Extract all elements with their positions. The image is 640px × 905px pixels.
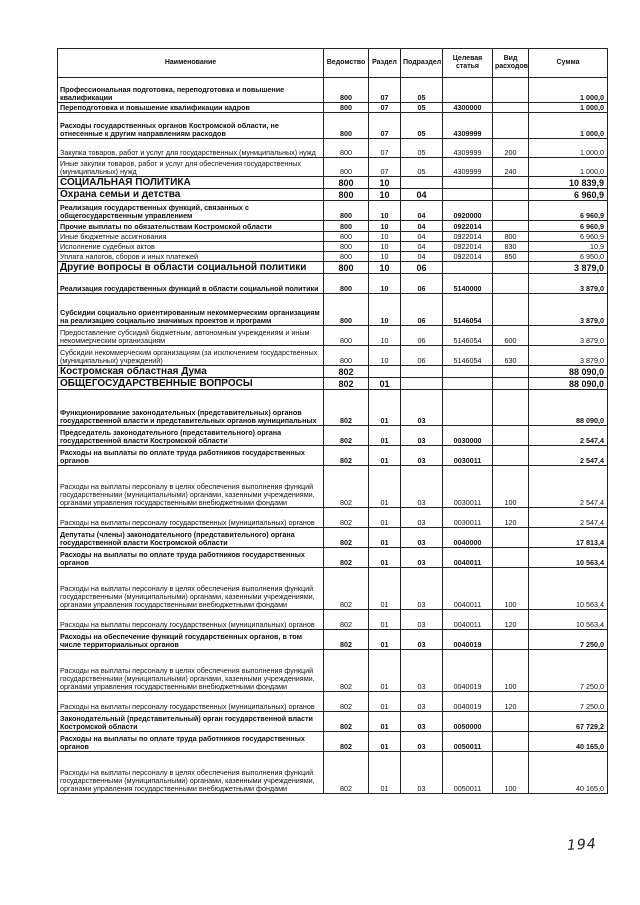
cell-exp — [493, 712, 529, 732]
cell-name: Прочие выплаты по обязательствам Костромской области — [58, 221, 324, 232]
cell-subsection: 03 — [401, 752, 443, 794]
cell-name: Расходы на выплаты персоналу государственных (муниципальных) органов — [58, 692, 324, 712]
cell-section: 01 — [369, 508, 401, 528]
cell-subsection: 03 — [401, 650, 443, 692]
cell-dept: 802 — [324, 568, 369, 610]
cell-exp: 240 — [493, 158, 529, 177]
cell-sum: 3 879,0 — [529, 294, 608, 326]
cell-name: Закупка товаров, работ и услуг для государственных (муниципальных) нужд — [58, 139, 324, 158]
cell-target: 4309999 — [443, 113, 493, 139]
header-target: Целевая статья — [443, 49, 493, 78]
cell-dept: 800 — [324, 232, 369, 242]
table-row — [58, 221, 608, 232]
cell-dept: 800 — [324, 189, 369, 201]
cell-section: 01 — [369, 692, 401, 712]
cell-sum: 10 563,4 — [529, 548, 608, 568]
cell-sum: 3 879,0 — [529, 262, 608, 274]
cell-exp: 120 — [493, 508, 529, 528]
cell-dept: 800 — [324, 274, 369, 294]
cell-exp — [493, 177, 529, 189]
table-row — [58, 650, 608, 692]
cell-name: СОЦИАЛЬНАЯ ПОЛИТИКА — [58, 177, 324, 189]
cell-subsection: 06 — [401, 294, 443, 326]
cell-dept: 802 — [324, 712, 369, 732]
cell-sum: 10 563,4 — [529, 568, 608, 610]
cell-section: 01 — [369, 378, 401, 390]
cell-subsection: 06 — [401, 326, 443, 346]
cell-target: 0040011 — [443, 568, 493, 610]
cell-sum: 2 547,4 — [529, 446, 608, 466]
cell-target — [443, 78, 493, 103]
cell-section: 01 — [369, 650, 401, 692]
cell-dept: 802 — [324, 466, 369, 508]
cell-target — [443, 177, 493, 189]
cell-exp — [493, 378, 529, 390]
cell-target: 0922014 — [443, 232, 493, 242]
cell-exp — [493, 548, 529, 568]
cell-section: 07 — [369, 113, 401, 139]
cell-sum: 6 950,0 — [529, 252, 608, 262]
table-row — [58, 346, 608, 366]
cell-subsection: 04 — [401, 232, 443, 242]
cell-subsection: 05 — [401, 103, 443, 113]
cell-name: Исполнение судебных актов — [58, 242, 324, 252]
cell-sum: 1 000,0 — [529, 158, 608, 177]
cell-exp: 100 — [493, 568, 529, 610]
cell-target: 5146054 — [443, 346, 493, 366]
cell-target: 0040019 — [443, 692, 493, 712]
cell-subsection: 05 — [401, 113, 443, 139]
cell-section: 01 — [369, 610, 401, 630]
cell-dept: 802 — [324, 508, 369, 528]
cell-dept: 802 — [324, 650, 369, 692]
cell-sum: 7 250,0 — [529, 692, 608, 712]
cell-dept: 800 — [324, 177, 369, 189]
cell-dept: 802 — [324, 426, 369, 446]
cell-sum: 40 165,0 — [529, 752, 608, 794]
cell-sum: 1 000,0 — [529, 78, 608, 103]
cell-exp — [493, 426, 529, 446]
cell-subsection: 03 — [401, 390, 443, 426]
cell-section: 07 — [369, 139, 401, 158]
cell-target: 0030011 — [443, 508, 493, 528]
cell-dept: 802 — [324, 548, 369, 568]
cell-sum: 3 879,0 — [529, 274, 608, 294]
header-section: Раздел — [369, 49, 401, 78]
table-row — [58, 232, 608, 242]
cell-section: 01 — [369, 752, 401, 794]
cell-exp — [493, 78, 529, 103]
cell-target: 0030011 — [443, 466, 493, 508]
cell-name: Расходы на выплаты персоналу в целях обеспечения выполнения функций государственными (муниципальными) органами, казенными учреждениями, органами управления государственными внебюджетными фондами — [58, 466, 324, 508]
cell-section: 10 — [369, 252, 401, 262]
table-row — [58, 201, 608, 221]
cell-sum: 2 547,4 — [529, 426, 608, 446]
table-row — [58, 528, 608, 548]
cell-dept: 800 — [324, 139, 369, 158]
cell-name: Функционирование законодательных (представительных) органов государственной власти и представительных органов муниципальных — [58, 390, 324, 426]
header-subsection: Подраздел — [401, 49, 443, 78]
cell-target — [443, 390, 493, 426]
cell-sum: 10,9 — [529, 242, 608, 252]
cell-sum: 6 960,9 — [529, 221, 608, 232]
cell-dept: 800 — [324, 78, 369, 103]
cell-subsection: 03 — [401, 466, 443, 508]
cell-subsection: 03 — [401, 630, 443, 650]
cell-dept: 800 — [324, 242, 369, 252]
table-row — [58, 692, 608, 712]
table-row — [58, 366, 608, 378]
cell-name: ОБЩЕГОСУДАРСТВЕННЫЕ ВОПРОСЫ — [58, 378, 324, 390]
cell-sum: 40 165,0 — [529, 732, 608, 752]
cell-name: Иные закупки товаров, работ и услуг для обеспечения государственных (муниципальных) нужд — [58, 158, 324, 177]
cell-target: 0922014 — [443, 221, 493, 232]
cell-section: 01 — [369, 732, 401, 752]
cell-exp: 120 — [493, 692, 529, 712]
cell-target: 5146054 — [443, 294, 493, 326]
cell-exp — [493, 274, 529, 294]
cell-dept: 800 — [324, 294, 369, 326]
cell-sum: 7 250,0 — [529, 650, 608, 692]
cell-subsection: 03 — [401, 508, 443, 528]
cell-name: Костромская областная Дума — [58, 366, 324, 378]
cell-subsection: 05 — [401, 78, 443, 103]
cell-sum: 2 547,4 — [529, 466, 608, 508]
page-number: 194 — [566, 835, 598, 855]
cell-target: 4309999 — [443, 158, 493, 177]
budget-table — [57, 48, 608, 794]
cell-sum: 7 250,0 — [529, 630, 608, 650]
cell-sum: 3 879,0 — [529, 346, 608, 366]
cell-name: Расходы на выплаты персоналу государственных (муниципальных) органов — [58, 508, 324, 528]
cell-section: 07 — [369, 103, 401, 113]
table-row — [58, 139, 608, 158]
cell-dept: 802 — [324, 610, 369, 630]
cell-name: Расходы на выплаты персоналу в целях обеспечения выполнения функций государственными (муниципальными) органами, казенными учреждениями, органами управления государственными внебюджетными фондами — [58, 650, 324, 692]
cell-exp: 850 — [493, 252, 529, 262]
cell-exp — [493, 366, 529, 378]
cell-section: 10 — [369, 294, 401, 326]
cell-sum: 1 000,0 — [529, 113, 608, 139]
cell-section: 10 — [369, 326, 401, 346]
table-row — [58, 712, 608, 732]
cell-target — [443, 378, 493, 390]
table-row — [58, 378, 608, 390]
cell-exp — [493, 201, 529, 221]
table-row — [58, 326, 608, 346]
cell-section: 10 — [369, 221, 401, 232]
cell-exp — [493, 103, 529, 113]
cell-dept: 800 — [324, 158, 369, 177]
cell-exp: 600 — [493, 326, 529, 346]
table-row — [58, 508, 608, 528]
cell-subsection: 03 — [401, 568, 443, 610]
cell-name: Другие вопросы в области социальной политики — [58, 262, 324, 274]
cell-section: 01 — [369, 630, 401, 650]
cell-target: 5140000 — [443, 274, 493, 294]
cell-subsection: 03 — [401, 528, 443, 548]
cell-sum: 88 090,0 — [529, 390, 608, 426]
cell-section: 10 — [369, 201, 401, 221]
cell-sum: 1 000,0 — [529, 103, 608, 113]
cell-exp — [493, 390, 529, 426]
cell-section: 01 — [369, 466, 401, 508]
cell-dept: 802 — [324, 692, 369, 712]
cell-name: Расходы на обеспечение функций государственных органов, в том числе территориальных органов — [58, 630, 324, 650]
cell-name: Субсидии некоммерческим организациям (за исключением государственных (муниципальных) учреждений) — [58, 346, 324, 366]
cell-subsection: 05 — [401, 139, 443, 158]
cell-section: 10 — [369, 177, 401, 189]
cell-target: 0030000 — [443, 426, 493, 446]
cell-sum: 17 813,4 — [529, 528, 608, 548]
table-body — [58, 78, 608, 794]
table-row — [58, 466, 608, 508]
cell-target — [443, 189, 493, 201]
cell-name: Расходы на выплаты по оплате труда работников государственных органов — [58, 446, 324, 466]
table-row — [58, 177, 608, 189]
cell-exp: 630 — [493, 346, 529, 366]
cell-exp — [493, 294, 529, 326]
cell-target: 0040011 — [443, 548, 493, 568]
cell-name: Профессиональная подготовка, переподготовка и повышение квалификации — [58, 78, 324, 103]
cell-subsection — [401, 366, 443, 378]
cell-subsection: 03 — [401, 610, 443, 630]
table-row — [58, 446, 608, 466]
table-row — [58, 548, 608, 568]
cell-subsection: 04 — [401, 252, 443, 262]
cell-section: 01 — [369, 568, 401, 610]
cell-section: 10 — [369, 262, 401, 274]
cell-exp — [493, 528, 529, 548]
cell-sum: 10 563,4 — [529, 610, 608, 630]
table-row — [58, 189, 608, 201]
cell-name: Расходы государственных органов Костромской области, не отнесенные к другим направлениям расходов — [58, 113, 324, 139]
cell-dept: 800 — [324, 103, 369, 113]
cell-target: 0040011 — [443, 610, 493, 630]
cell-target: 4309999 — [443, 139, 493, 158]
cell-section: 10 — [369, 346, 401, 366]
table-row — [58, 113, 608, 139]
cell-target — [443, 262, 493, 274]
header-exp: Вид расходов — [493, 49, 529, 78]
cell-name: Расходы на выплаты персоналу государственных (муниципальных) органов — [58, 610, 324, 630]
cell-dept: 802 — [324, 378, 369, 390]
header-name: Наименование — [58, 49, 324, 78]
cell-name: Расходы на выплаты по оплате труда работников государственных органов — [58, 732, 324, 752]
cell-exp — [493, 113, 529, 139]
cell-subsection: 04 — [401, 242, 443, 252]
cell-name: Законодательный (представительный) орган государственной власти Костромской области — [58, 712, 324, 732]
cell-section: 01 — [369, 426, 401, 446]
cell-name: Охрана семьи и детства — [58, 189, 324, 201]
cell-section: 10 — [369, 242, 401, 252]
cell-dept: 802 — [324, 366, 369, 378]
cell-section: 01 — [369, 390, 401, 426]
cell-dept: 800 — [324, 326, 369, 346]
cell-exp — [493, 630, 529, 650]
cell-subsection: 06 — [401, 346, 443, 366]
cell-name: Субсидии социально ориентированным некоммерческим организациям на реализацию социально значимых проектов и программ — [58, 294, 324, 326]
cell-exp: 100 — [493, 752, 529, 794]
table-row — [58, 252, 608, 262]
cell-exp: 100 — [493, 650, 529, 692]
cell-exp — [493, 262, 529, 274]
table-header-row — [58, 49, 608, 78]
cell-sum: 6 960,9 — [529, 201, 608, 221]
cell-sum: 10 839,9 — [529, 177, 608, 189]
cell-subsection: 06 — [401, 262, 443, 274]
cell-subsection — [401, 378, 443, 390]
cell-name: Депутаты (члены) законодательного (представительного) органа государственной власти Костромской области — [58, 528, 324, 548]
cell-target: 4300000 — [443, 103, 493, 113]
table-row — [58, 610, 608, 630]
cell-exp — [493, 446, 529, 466]
cell-name: Уплата налогов, сборов и иных платежей — [58, 252, 324, 262]
cell-target: 0040019 — [443, 650, 493, 692]
table-row — [58, 732, 608, 752]
cell-section: 10 — [369, 274, 401, 294]
cell-target: 0920000 — [443, 201, 493, 221]
cell-section: 01 — [369, 446, 401, 466]
cell-target: 0050000 — [443, 712, 493, 732]
cell-exp — [493, 221, 529, 232]
cell-target: 0050011 — [443, 752, 493, 794]
header-sum: Сумма — [529, 49, 608, 78]
header-dept: Ведомство — [324, 49, 369, 78]
cell-name: Расходы на выплаты персоналу в целях обеспечения выполнения функций государственными (муниципальными) органами, казенными учреждениями, органами управления государственными внебюджетными фондами — [58, 568, 324, 610]
table-row — [58, 158, 608, 177]
cell-dept: 800 — [324, 346, 369, 366]
cell-section: 10 — [369, 232, 401, 242]
cell-dept: 802 — [324, 390, 369, 426]
cell-sum: 2 547,4 — [529, 508, 608, 528]
cell-section — [369, 366, 401, 378]
cell-exp: 800 — [493, 232, 529, 242]
cell-section: 01 — [369, 528, 401, 548]
cell-dept: 800 — [324, 262, 369, 274]
cell-name: Расходы на выплаты по оплате труда работников государственных органов — [58, 548, 324, 568]
cell-name: Реализация государственных функций, связанных с общегосударственным управлением — [58, 201, 324, 221]
cell-subsection: 03 — [401, 712, 443, 732]
table-row — [58, 78, 608, 103]
cell-sum: 88 090,0 — [529, 378, 608, 390]
cell-exp: 830 — [493, 242, 529, 252]
cell-sum: 88 090,0 — [529, 366, 608, 378]
cell-dept: 802 — [324, 446, 369, 466]
cell-sum: 3 879,0 — [529, 326, 608, 346]
cell-target: 0030011 — [443, 446, 493, 466]
cell-target: 0050011 — [443, 732, 493, 752]
table-row — [58, 274, 608, 294]
table-row — [58, 426, 608, 446]
cell-target: 0922014 — [443, 252, 493, 262]
cell-subsection: 03 — [401, 426, 443, 446]
cell-dept: 802 — [324, 630, 369, 650]
cell-section: 01 — [369, 548, 401, 568]
table-row — [58, 294, 608, 326]
table-row — [58, 568, 608, 610]
cell-dept: 800 — [324, 201, 369, 221]
cell-subsection — [401, 177, 443, 189]
cell-subsection: 03 — [401, 446, 443, 466]
cell-section: 07 — [369, 158, 401, 177]
cell-sum: 67 729,2 — [529, 712, 608, 732]
cell-subsection: 03 — [401, 732, 443, 752]
cell-subsection: 04 — [401, 201, 443, 221]
cell-name: Расходы на выплаты персоналу в целях обеспечения выполнения функций государственными (муниципальными) органами, казенными учреждениями, органами управления государственными внебюджетными фондами — [58, 752, 324, 794]
table-row — [58, 262, 608, 274]
table-row — [58, 242, 608, 252]
cell-sum: 6 960,9 — [529, 232, 608, 242]
cell-section: 01 — [369, 712, 401, 732]
cell-section: 07 — [369, 78, 401, 103]
cell-target: 0040019 — [443, 630, 493, 650]
cell-sum: 6 960,9 — [529, 189, 608, 201]
cell-exp — [493, 732, 529, 752]
cell-dept: 800 — [324, 221, 369, 232]
cell-subsection: 06 — [401, 274, 443, 294]
cell-subsection: 03 — [401, 692, 443, 712]
cell-name: Переподготовка и повышение квалификации кадров — [58, 103, 324, 113]
cell-dept: 802 — [324, 528, 369, 548]
table-row — [58, 390, 608, 426]
cell-name: Иные бюджетные ассигнования — [58, 232, 324, 242]
cell-dept: 802 — [324, 732, 369, 752]
cell-target: 5146054 — [443, 326, 493, 346]
budget-table-sheet — [57, 48, 607, 794]
cell-subsection: 03 — [401, 548, 443, 568]
cell-dept: 802 — [324, 752, 369, 794]
cell-target — [443, 366, 493, 378]
cell-subsection: 04 — [401, 221, 443, 232]
cell-dept: 800 — [324, 252, 369, 262]
table-row — [58, 630, 608, 650]
cell-target: 0040000 — [443, 528, 493, 548]
cell-target: 0922014 — [443, 242, 493, 252]
cell-sum: 1 000,0 — [529, 139, 608, 158]
table-row — [58, 103, 608, 113]
cell-name: Реализация государственных функций в области социальной политики — [58, 274, 324, 294]
cell-name: Предоставление субсидий бюджетным, автономным учреждениям и иным некоммерческим организациям — [58, 326, 324, 346]
cell-subsection: 05 — [401, 158, 443, 177]
cell-name: Председатель законодательного (представительного) органа государственной власти Костромской области — [58, 426, 324, 446]
table-row — [58, 752, 608, 794]
cell-exp: 100 — [493, 466, 529, 508]
cell-subsection: 04 — [401, 189, 443, 201]
cell-exp: 200 — [493, 139, 529, 158]
cell-exp: 120 — [493, 610, 529, 630]
cell-exp — [493, 189, 529, 201]
cell-dept: 800 — [324, 113, 369, 139]
cell-section: 10 — [369, 189, 401, 201]
